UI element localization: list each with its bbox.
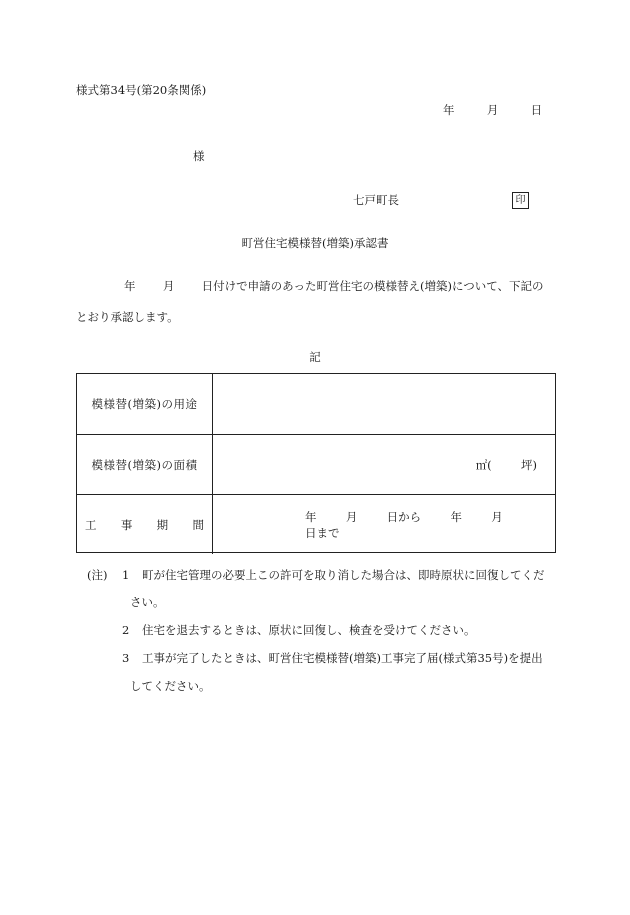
period-dates (305, 509, 555, 541)
note-text-line: してください。 (130, 679, 211, 693)
body-rest: 日付けで申請のあった町営住宅の模様替え(増築)について、下記の (201, 279, 544, 293)
note-text-line: 工事が完了したときは、町営住宅模様替(増築)工事完了届(様式第35号)を提出 (142, 651, 543, 665)
table-row-period (77, 494, 555, 554)
note-text-line: 町が住宅管理の必要上この許可を取り消した場合は、即時原状に回復してくだ (142, 568, 545, 582)
table-row-area (77, 434, 555, 494)
period-label-char: 事 (120, 517, 133, 532)
document-title: 町営住宅模様替(増築)承認書 (241, 236, 389, 250)
period-label (77, 495, 213, 554)
issuer-title: 七戸町長 (353, 193, 399, 207)
form-number: 様式第34号(第20条関係) (76, 83, 207, 97)
period-year-start: 年 (305, 509, 317, 524)
seal-mark: 印 (512, 192, 529, 209)
period-day-to: 日まで (305, 525, 340, 540)
ki-heading: 記 (309, 350, 321, 364)
period-year-end: 年 (450, 509, 462, 524)
date-year: 年 (443, 103, 455, 117)
period-label-char: 工 (85, 517, 97, 532)
area-units (476, 457, 537, 473)
area-label: 模様替(増築)の面積 (77, 435, 213, 494)
addressee-suffix: 様 (193, 149, 205, 163)
period-label-char: 期 (156, 517, 169, 532)
note-number: 2 (122, 623, 130, 637)
note-text-line: 住宅を退去するときは、原状に回復し、検査を受けてください。 (142, 623, 476, 637)
usage-value-cell (213, 374, 555, 434)
body-month: 月 (162, 279, 175, 293)
period-month-start: 月 (345, 509, 358, 524)
period-value-cell (213, 495, 555, 554)
note-number: 3 (122, 651, 130, 665)
notes-tag: (注) (87, 568, 108, 582)
period-label-char: 間 (192, 517, 204, 532)
note-text-line: さい。 (130, 595, 165, 609)
area-value-cell (213, 435, 555, 494)
period-month-end: 月 (491, 509, 503, 524)
body-line-2: とおり承認します。 (76, 310, 179, 324)
area-unit-tsubo: 坪) (521, 457, 537, 472)
date-day: 日 (530, 103, 543, 117)
body-year: 年 (124, 279, 136, 293)
table-row-usage (77, 374, 555, 434)
date-month: 月 (486, 103, 499, 117)
usage-label: 模様替(増築)の用途 (77, 374, 213, 434)
period-day-from: 日から (386, 509, 422, 524)
issue-date (443, 105, 542, 117)
body-line-1 (124, 281, 544, 293)
details-table (76, 373, 556, 553)
note-number: 1 (122, 568, 130, 582)
area-unit-m2: ㎡( (475, 457, 492, 472)
